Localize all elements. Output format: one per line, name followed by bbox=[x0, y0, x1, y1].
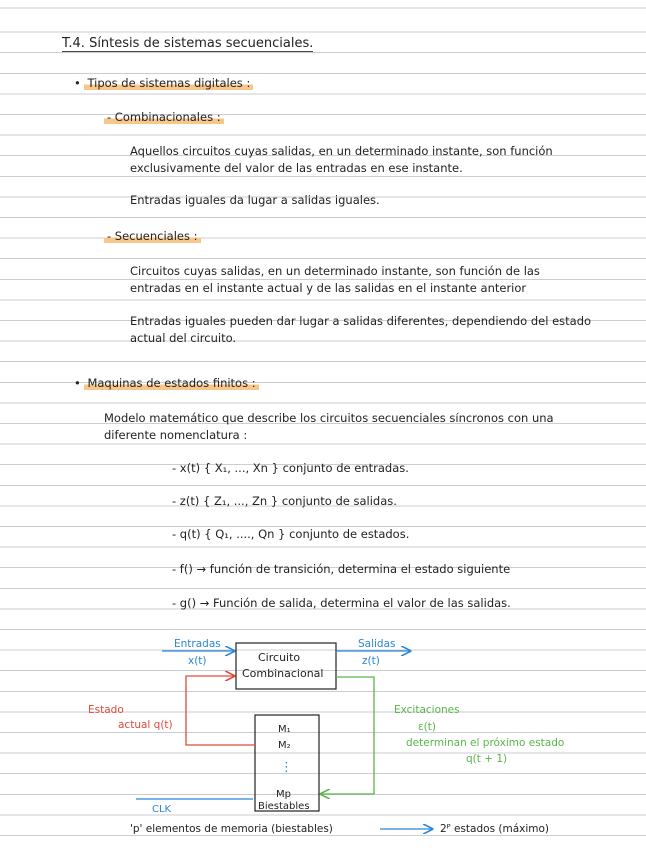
section-heading: Maquinas de estados finitos : bbox=[84, 376, 258, 390]
secuenciales-note-2: actual del circuito. bbox=[130, 331, 237, 345]
list-item: - q(t) { Q₁, ...., Qn } conjunto de estados. bbox=[172, 527, 410, 541]
list-item: - z(t) { Z₁, ..., Zn } conjunto de salidas. bbox=[172, 494, 397, 508]
page-title-text: T.4. Síntesis de sistemas secuenciales. bbox=[62, 36, 314, 51]
maquinas-desc-1: Modelo matemático que describe los circuitos secuenciales síncronos con una bbox=[104, 411, 554, 425]
block-label: Combinacional bbox=[242, 667, 324, 680]
combinacionales-desc-1: Aquellos circuitos cuyas salidas, en un determinado instante, son función bbox=[130, 144, 553, 158]
memory-count-text: 'p' elementos de memoria (biestables) bbox=[130, 823, 333, 835]
block-label: Circuito bbox=[258, 651, 301, 664]
secuenciales-desc-2: entradas en el instante actual y de las salidas en el instante anterior bbox=[130, 281, 527, 295]
combinacionales-heading-text: - Combinacionales : bbox=[104, 110, 224, 124]
outputs-label: Salidas bbox=[358, 638, 396, 650]
state-label: Estado bbox=[88, 704, 124, 716]
memory-label: Mp bbox=[276, 789, 291, 800]
state-symbol: actual q(t) bbox=[118, 719, 173, 731]
maquinas-desc-2: diferente nomenclatura : bbox=[104, 428, 248, 442]
list-item: - x(t) { X₁, ..., Xn } conjunto de entradas. bbox=[172, 461, 409, 475]
section-heading: Tipos de sistemas digitales : bbox=[84, 76, 253, 90]
inputs-symbol: x(t) bbox=[188, 655, 207, 667]
secuenciales-note-1: Entradas iguales pueden dar lugar a salidas diferentes, dependiendo del estado bbox=[130, 314, 592, 328]
clock-label: CLK bbox=[152, 804, 172, 815]
list-item: - g() → Función de salida, determina el valor de las salidas. bbox=[172, 596, 511, 610]
combinacionales-note: Entradas iguales da lugar a salidas iguales. bbox=[130, 193, 380, 207]
bullet: • bbox=[74, 376, 81, 390]
outputs-symbol: z(t) bbox=[362, 655, 380, 667]
memory-caption: Biestables bbox=[258, 801, 310, 812]
secuenciales-desc-1: Circuitos cuyas salidas, en un determinado instante, son función de las bbox=[130, 264, 540, 278]
combinacionales-desc-2: exclusivamente del valor de las entradas en ese instante. bbox=[130, 161, 463, 175]
memory-label: M₂ bbox=[278, 740, 291, 751]
secuenciales-heading-text: - Secuenciales : bbox=[104, 229, 201, 243]
max-states-text: 2ᴾ estados (máximo) bbox=[440, 823, 550, 835]
dots: ⋮ bbox=[280, 760, 293, 775]
bullet: • bbox=[74, 76, 81, 90]
excitations-symbol: ε(t) bbox=[418, 721, 436, 733]
combinational-block bbox=[236, 643, 336, 689]
list-item: - f() → función de transición, determina el estado siguiente bbox=[172, 562, 511, 576]
memory-label: M₁ bbox=[278, 724, 291, 735]
next-state-symbol: q(t + 1) bbox=[466, 753, 508, 765]
inputs-label: Entradas bbox=[174, 638, 221, 650]
excitations-desc: determinan el próximo estado bbox=[406, 737, 565, 749]
excitations-label: Excitaciones bbox=[394, 704, 460, 716]
